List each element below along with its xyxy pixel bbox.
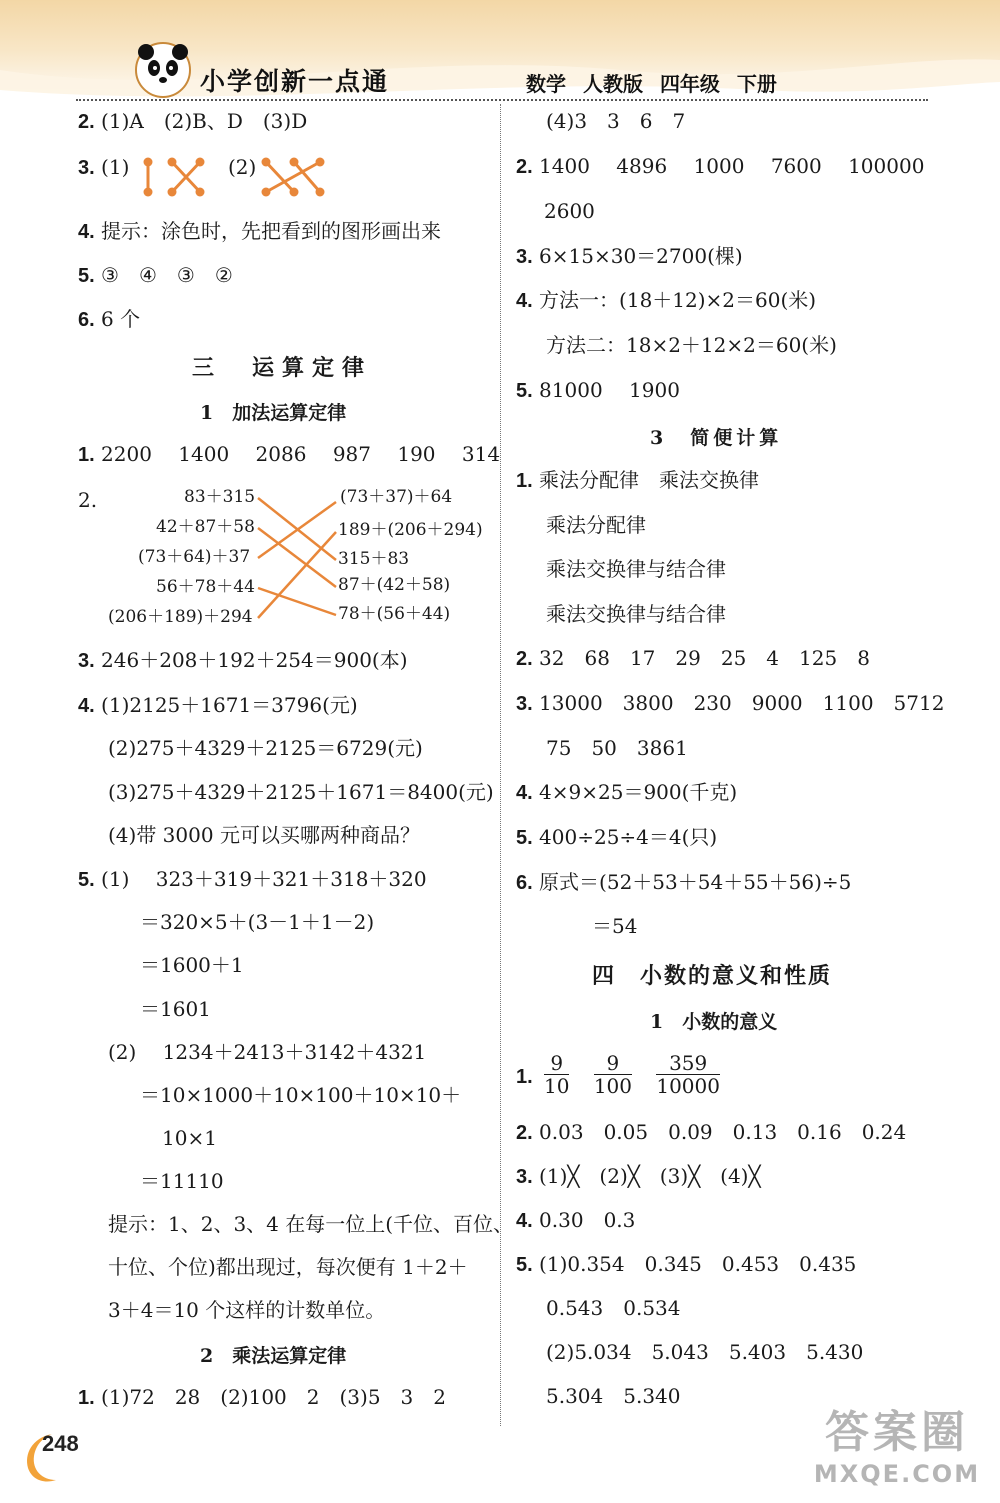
- s1-answer-4-line-3: (3)275＋4329＋2125＋1671＝8400(元): [108, 780, 494, 804]
- s1-answer-5-tip-1: 提示：1、2、3、4 在每一位上(千位、百位、: [108, 1212, 514, 1236]
- section-3-title: 三 运算定律: [192, 355, 373, 381]
- s3-answer-1-line-2: 乘法分配律: [546, 513, 646, 537]
- s1-answer-4: 4. (1)2125＋1671＝3796(元): [78, 693, 358, 717]
- watermark-url: MXQE.COM: [813, 1460, 981, 1488]
- s1-answer-5-tip-2: 十位、个位)都出现过，每次便有 1＋2＋: [108, 1255, 468, 1279]
- subject-label: 数学: [526, 72, 566, 96]
- s3-answer-5: 5. 400÷25÷4＝4(只): [516, 825, 718, 849]
- s4-answer-4: 4. 0.30 0.3: [516, 1208, 636, 1232]
- s1-answer-5-step-7: 10×1: [162, 1126, 217, 1150]
- s3-answer-3: 3. 13000 3800 230 9000 1100 5712: [516, 691, 945, 715]
- match-left-expr-2: 42＋87＋58: [156, 517, 255, 537]
- match-right-expr-5: 78＋(56＋44): [338, 604, 451, 624]
- match-right-expr-3: 315＋83: [338, 549, 410, 569]
- match-right-expr-2: 189＋(206＋294): [338, 520, 483, 540]
- r-answer-4-line-2: 方法二：18×2＋12×2＝60(米): [546, 333, 837, 357]
- fraction-2: $\frac{9}{100}$: [593, 1051, 632, 1098]
- book-title: 小学创新一点通: [200, 67, 390, 96]
- edition-label: 人教版: [582, 72, 643, 96]
- r-answer-2-line-2: 2600: [544, 199, 595, 223]
- grade-label: 四年级: [659, 72, 720, 96]
- book-meta: [526, 68, 777, 97]
- s1-answer-4-line-4: (4)带 3000 元可以买哪两种商品？: [108, 823, 420, 847]
- s4-answer-5-line-3: (2)5.034 5.043 5.403 5.430: [546, 1340, 864, 1364]
- s2-answer-1: 1. (1)72 28 (2)100 2 (3)5 3 2: [78, 1385, 447, 1409]
- answer-3: 3. (1): [78, 155, 130, 179]
- expression-matching-lines: [250, 490, 350, 630]
- s3-answer-6: 6. 原式＝(52＋53＋54＋55＋56)÷5: [516, 870, 852, 894]
- watermark: [802, 1406, 992, 1498]
- s1-answer-5-part-2: (2) 1234＋2413＋3142＋4321: [108, 1040, 427, 1064]
- r-answer-3: 3. 6×15×30＝2700(棵): [516, 244, 743, 268]
- subsection-2-title: 2 乘法运算定律: [200, 1345, 347, 1367]
- s1-answer-4-line-2: (2)275＋4329＋2125＝6729(元): [108, 736, 423, 760]
- s1-answer-5-step-2: ＝320×5＋(3－1＋1－2): [140, 910, 375, 934]
- answer-6: 6. 6 个: [78, 307, 141, 331]
- s1-answer-5-step-4: ＝1601: [140, 997, 211, 1021]
- s4-answer-1-fractions: [544, 1052, 738, 1097]
- line-match-diagram-1: [140, 150, 210, 200]
- s4-answer-5: 5. (1)0.354 0.345 0.453 0.435: [516, 1252, 857, 1276]
- s3-answer-3-line-2: 75 50 3861: [546, 736, 688, 760]
- section-4-title: 四 小数的意义和性质: [592, 963, 833, 989]
- s4-answer-3: 3. (1)╳ (2)╳ (3)╳ (4)╳: [516, 1164, 761, 1188]
- s3-answer-1-line-3: 乘法交换律与结合律: [546, 557, 726, 581]
- s3-answer-1: 1. 乘法分配律 乘法交换律: [516, 468, 760, 492]
- answer-2: 2. (1)A (2)B、D (3)D: [78, 109, 308, 133]
- answer-3-part-2: (2): [228, 155, 257, 179]
- subsection-3-title: 3 简便计算: [650, 427, 783, 449]
- s1-answer-3: 3. 246＋208＋192＋254＝900(本): [78, 648, 408, 672]
- subsection-4-title: 1 小数的意义: [650, 1011, 778, 1033]
- s4-answer-2: 2. 0.03 0.05 0.09 0.13 0.16 0.24: [516, 1120, 907, 1144]
- match-left-expr-3: (73＋64)＋37: [138, 547, 251, 567]
- s1-answer-5-step-8: ＝11110: [140, 1169, 224, 1193]
- fraction-1: $\frac{9}{10}$: [544, 1051, 570, 1098]
- s3-answer-1-line-4: 乘法交换律与结合律: [546, 602, 726, 626]
- answer-5: 5. ③ ④ ③ ②: [78, 263, 233, 287]
- s1-answer-5-step-6: ＝10×1000＋10×100＋10×10＋: [140, 1083, 462, 1107]
- match-left-expr-5: (206＋189)＋294: [108, 607, 253, 627]
- s1-answer-1: 1. 2200 1400 2086 987 190 314: [78, 442, 501, 466]
- match-left-expr-1: 83＋315: [184, 487, 256, 507]
- s1-answer-5: 5. (1) 323＋319＋321＋318＋320: [78, 867, 427, 891]
- subsection-1-title: 1 加法运算定律: [200, 402, 347, 424]
- s4-answer-5-line-4: 5.304 5.340: [546, 1384, 681, 1408]
- s1-answer-5-step-3: ＝1600＋1: [140, 953, 244, 977]
- line-match-diagram-2: [258, 150, 330, 200]
- match-left-expr-4: 56＋78＋44: [156, 577, 255, 597]
- volume-label: 下册: [736, 72, 777, 96]
- watermark-logo-text: 答案圈: [825, 1407, 969, 1458]
- page-number: 248: [42, 1431, 79, 1456]
- r-answer-1-part-4: (4)3 3 6 7: [546, 109, 686, 133]
- s1-answer-2-num: 2.: [78, 488, 98, 512]
- header-dotted-rule: [76, 99, 928, 101]
- r-answer-5: 5. 81000 1900: [516, 378, 680, 402]
- r-answer-2: 2. 1400 4896 1000 7600 100000: [516, 154, 925, 178]
- s3-answer-2: 2. 32 68 17 29 25 4 125 8: [516, 646, 870, 670]
- s1-answer-5-tip-3: 3＋4＝10 个这样的计数单位。: [108, 1298, 386, 1322]
- s4-answer-5-line-2: 0.543 0.534: [546, 1296, 681, 1320]
- fraction-3: $\frac{359}{10000}$: [656, 1051, 720, 1098]
- answer-4: 4. 提示：涂色时，先把看到的图形画出来: [78, 219, 442, 243]
- s3-answer-4: 4. 4×9×25＝900(千克): [516, 780, 738, 804]
- panda-mascot-icon: [132, 40, 194, 100]
- s4-answer-1-num: 1.: [516, 1066, 533, 1088]
- match-right-expr-1: (73＋37)＋64: [340, 487, 453, 507]
- s3-answer-6-line-2: ＝54: [592, 914, 638, 938]
- r-answer-4: 4. 方法一：(18＋12)×2＝60(米): [516, 288, 817, 312]
- match-right-expr-4: 87＋(42＋58): [338, 575, 451, 595]
